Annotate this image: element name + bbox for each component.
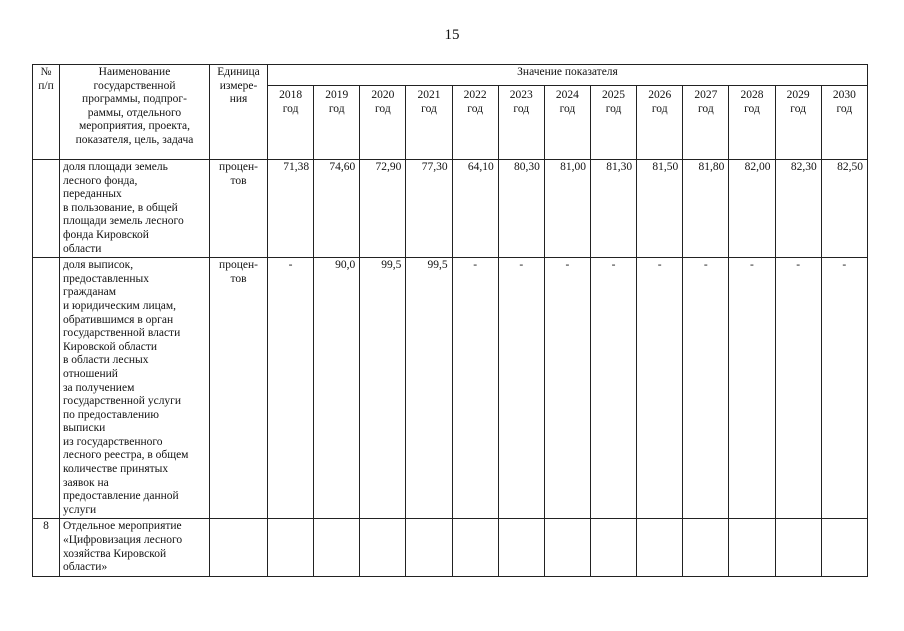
col-header-year	[406, 86, 452, 160]
table-row	[33, 160, 868, 258]
year-unit-label: год	[559, 102, 576, 115]
col-header-year	[637, 86, 683, 160]
indicator-value-cell: -	[683, 258, 729, 519]
year-label: 2027	[694, 89, 718, 101]
col-header-year	[821, 86, 867, 160]
indicator-value-cell: 82,00	[729, 160, 775, 258]
indicator-value-cell: -	[544, 258, 590, 519]
table-header	[33, 65, 868, 160]
col-header-year	[775, 86, 821, 160]
indicator-value-cell: 81,30	[590, 160, 636, 258]
year-label: 2026	[648, 89, 672, 101]
col-header-name: Наименование государственной программы, подпрог- раммы, отдельного мероприятия, проекта, показателя, цель, задача	[60, 65, 210, 160]
indicator-value-cell: -	[590, 258, 636, 519]
indicator-value-cell	[406, 519, 452, 576]
indicator-value-cell	[268, 519, 314, 576]
year-label: 2018	[279, 89, 303, 101]
page-number: 15	[444, 27, 460, 43]
indicator-value-cell: -	[268, 258, 314, 519]
year-unit-label: год	[328, 102, 345, 115]
table-body	[33, 160, 868, 577]
year-unit-label: год	[605, 102, 622, 115]
indicator-value-cell: 82,30	[775, 160, 821, 258]
row-number	[33, 258, 60, 519]
indicator-value-cell: -	[821, 258, 867, 519]
indicator-value-cell: -	[498, 258, 544, 519]
indicator-value-cell	[683, 519, 729, 576]
indicator-value-cell: 81,50	[637, 160, 683, 258]
year-unit-label: год	[421, 102, 437, 115]
indicator-value-cell	[590, 519, 636, 576]
col-header-year	[729, 86, 775, 160]
indicator-unit: процен- тов	[210, 160, 268, 258]
indicator-value-cell: -	[637, 258, 683, 519]
indicator-value-cell: 72,90	[360, 160, 406, 258]
col-header-year	[590, 86, 636, 160]
table-row	[33, 258, 868, 519]
year-unit-label: год	[375, 102, 391, 115]
indicator-value-cell: 99,5	[360, 258, 406, 519]
year-unit-label: год	[836, 102, 853, 115]
year-label: 2024	[555, 89, 579, 101]
indicator-value-cell: 71,38	[268, 160, 314, 258]
year-label: 2019	[325, 89, 349, 101]
col-header-year	[683, 86, 729, 160]
col-header-year	[498, 86, 544, 160]
indicator-value-cell: 77,30	[406, 160, 452, 258]
row-number	[33, 160, 60, 258]
col-header-year	[452, 86, 498, 160]
year-label: 2020	[371, 89, 395, 101]
indicator-value-cell: 81,80	[683, 160, 729, 258]
year-label: 2030	[832, 89, 856, 101]
indicator-value-cell	[360, 519, 406, 576]
year-unit-label: год	[790, 102, 806, 115]
col-header-year	[544, 86, 590, 160]
year-unit-label: год	[513, 102, 530, 115]
header-row-1	[33, 65, 868, 86]
year-label: 2028	[740, 89, 764, 101]
year-label: 2021	[417, 89, 441, 101]
indicator-value-cell: 80,30	[498, 160, 544, 258]
indicator-value-cell: 74,60	[314, 160, 360, 258]
indicator-value-cell: 90,0	[314, 258, 360, 519]
col-header-unit: Единица измере- ния	[210, 65, 268, 160]
col-header-year	[360, 86, 406, 160]
indicator-value-cell	[637, 519, 683, 576]
indicator-value-cell	[452, 519, 498, 576]
year-unit-label: год	[467, 102, 483, 115]
indicator-value-cell	[821, 519, 867, 576]
indicator-value-cell	[498, 519, 544, 576]
indicator-value-cell: 81,00	[544, 160, 590, 258]
year-label: 2023	[509, 89, 533, 101]
col-header-year	[268, 86, 314, 160]
year-label: 2029	[786, 89, 810, 101]
row-number: 8	[33, 519, 60, 576]
year-label: 2025	[602, 89, 626, 101]
indicator-value-cell: 64,10	[452, 160, 498, 258]
col-header-num: № п/п	[33, 65, 60, 160]
indicator-unit: процен- тов	[210, 258, 268, 519]
indicator-value-cell: 82,50	[821, 160, 867, 258]
indicator-value-cell	[729, 519, 775, 576]
year-unit-label: год	[744, 102, 760, 115]
indicator-name: доля площади земель лесного фонда, переданных в пользование, в общей площади земель лесного фонда Кировской области	[60, 160, 210, 258]
indicator-name: доля выписок, предоставленных гражданам и юридическим лицам, обратившимся в орган государственной власти Кировской области в области лесных отношений за получением государственной услуги по предоставлению выписки из государственного лесного реестра, в общем количестве принятых заявок на предоставление данной услуги	[60, 258, 210, 519]
year-unit-label: год	[651, 102, 668, 115]
indicator-value-cell: -	[729, 258, 775, 519]
year-unit-label: год	[697, 102, 714, 115]
table-row	[33, 519, 868, 576]
indicator-unit	[210, 519, 268, 576]
indicator-table	[32, 64, 868, 577]
year-label: 2022	[463, 89, 487, 101]
indicator-name: Отдельное мероприятие «Цифровизация лесного хозяйства Кировской области»	[60, 519, 210, 576]
indicator-value-cell	[544, 519, 590, 576]
year-unit-label: год	[282, 102, 299, 115]
indicator-value-cell	[314, 519, 360, 576]
col-header-value-group: Значение показателя	[268, 65, 868, 86]
indicator-value-cell	[775, 519, 821, 576]
indicator-value-cell: 99,5	[406, 258, 452, 519]
col-header-year	[314, 86, 360, 160]
indicator-value-cell: -	[775, 258, 821, 519]
indicator-value-cell: -	[452, 258, 498, 519]
